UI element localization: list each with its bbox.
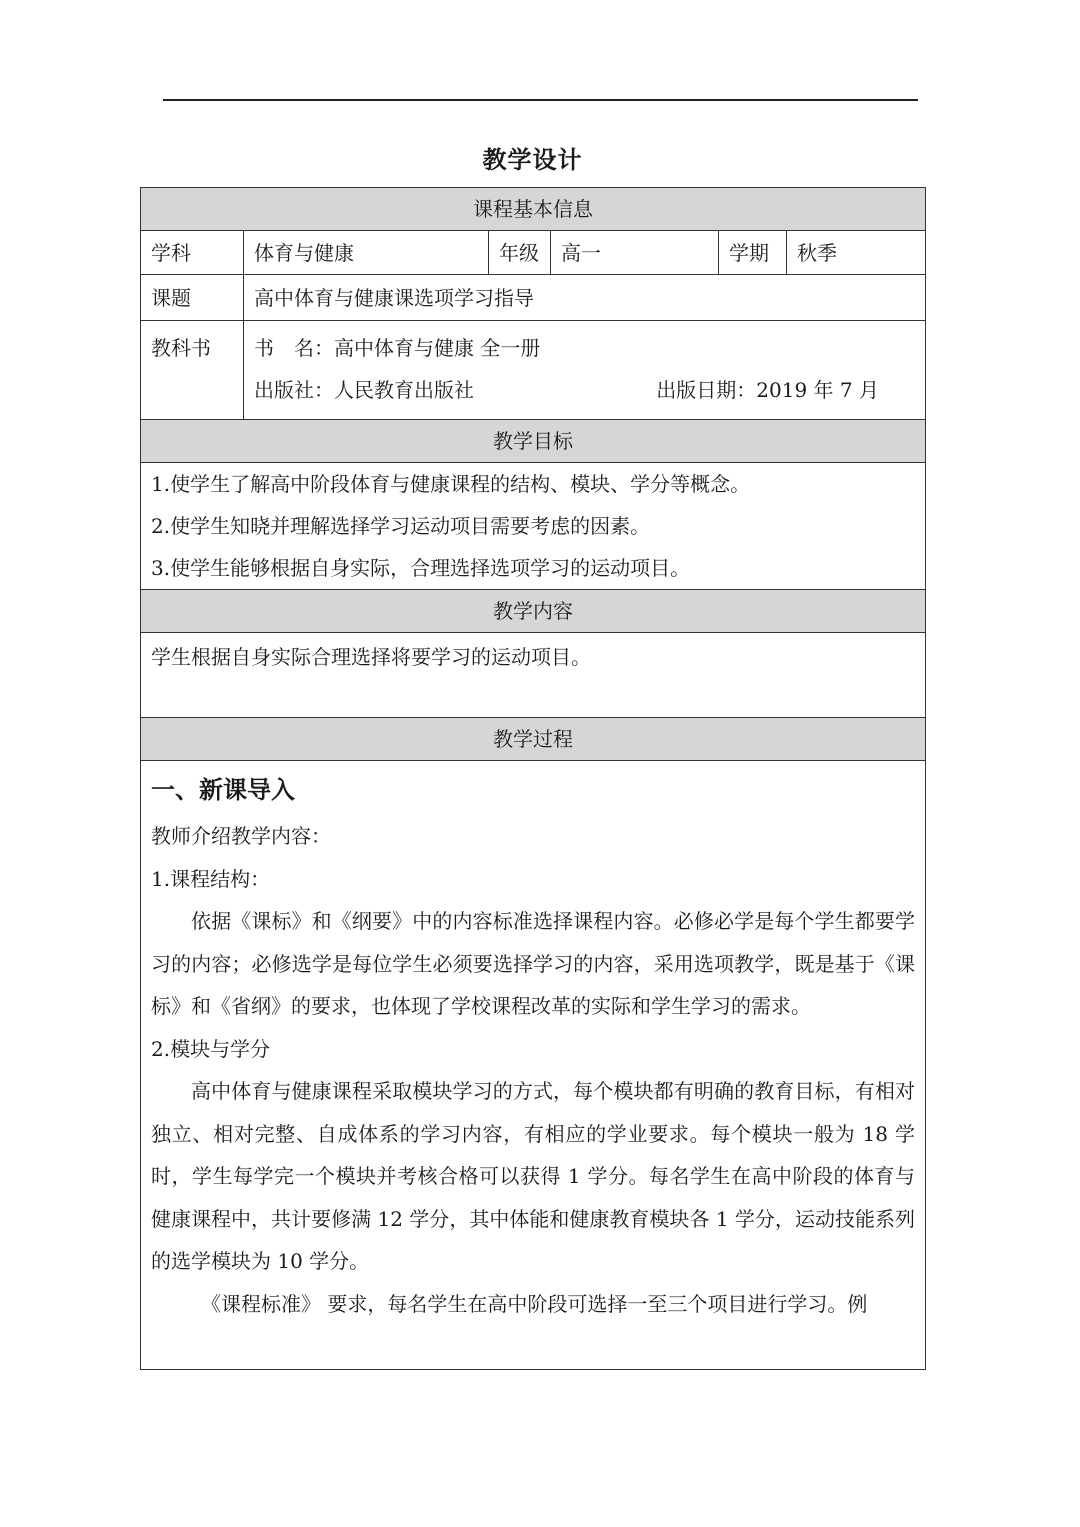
objectives-header: 教学目标 — [141, 420, 926, 463]
course-structure-title: 1.课程结构： — [151, 866, 271, 891]
process-section-title: 一、新课导入 — [151, 775, 295, 804]
header-rule — [163, 99, 918, 101]
term-label: 学期 — [719, 231, 787, 275]
process-body — [141, 761, 926, 1370]
course-info-header: 课程基本信息 — [141, 188, 926, 231]
lesson-plan-table — [140, 187, 926, 1370]
publication-date: 出版日期：2019 年 7 月 — [656, 378, 879, 402]
content-header: 教学内容 — [141, 590, 926, 633]
modules-credits-body: 高中体育与健康课程采取模块学习的方式，每个模块都有明确的教育目标，有相对独立、相对完整、自成体系的学习内容，有相应的学业要求。每个模块一般为 18 学时，学生每学完一个模块并考核合格可以获得 1 学分。每名学生在高中阶段的体育与健康课程中，共计要修满 12 学分，其中体能和健康教育模块各 1 学分，运动技能系列的选学模块为 10 学分。 — [151, 1079, 915, 1273]
book-name: 书 名：高中体育与健康 全一册 — [254, 336, 541, 360]
process-header: 教学过程 — [141, 718, 926, 761]
content-text: 学生根据自身实际合理选择将要学习的运动项目。 — [151, 645, 591, 669]
objective-item: 1.使学生了解高中阶段体育与健康课程的结构、模块、学分等概念。 — [151, 472, 751, 496]
grade-value: 高一 — [551, 231, 719, 275]
objectives-list — [141, 463, 926, 590]
topic-label: 课题 — [141, 275, 244, 321]
page-title: 教学设计 — [482, 145, 583, 174]
publisher: 出版社：人民教育出版社 — [254, 378, 474, 402]
textbook-label-text: 教科书 — [151, 336, 211, 360]
subject-label: 学科 — [141, 231, 244, 275]
term-value: 秋季 — [787, 231, 926, 275]
content-body — [141, 633, 926, 718]
subject-value: 体育与健康 — [244, 231, 489, 275]
course-structure-body: 依据《课标》和《纲要》中的内容标准选择课程内容。必修必学是每个学生都要学习的内容；必修选学是每位学生必须要选择学习的内容，采用选项教学，既是基于《课标》和《省纲》的要求，也体现了学校课程改革的实际和学生学习的需求。 — [151, 909, 915, 1018]
publisher-line — [254, 369, 915, 411]
topic-value: 高中体育与健康课选项学习指导 — [244, 275, 926, 321]
curriculum-standard-body: 《课程标准》 要求，每名学生在高中阶段可选择一至三个项目进行学习。例 — [201, 1291, 868, 1316]
textbook-label — [141, 321, 244, 420]
process-intro: 教师介绍教学内容： — [151, 824, 331, 848]
objective-item: 2.使学生知晓并理解选择学习运动项目需要考虑的因素。 — [151, 514, 651, 538]
textbook-info — [244, 321, 926, 420]
modules-credits-title: 2.模块与学分 — [151, 1036, 271, 1061]
grade-label: 年级 — [489, 231, 551, 275]
objective-item: 3.使学生能够根据自身实际，合理选择选项学习的运动项目。 — [151, 556, 691, 580]
